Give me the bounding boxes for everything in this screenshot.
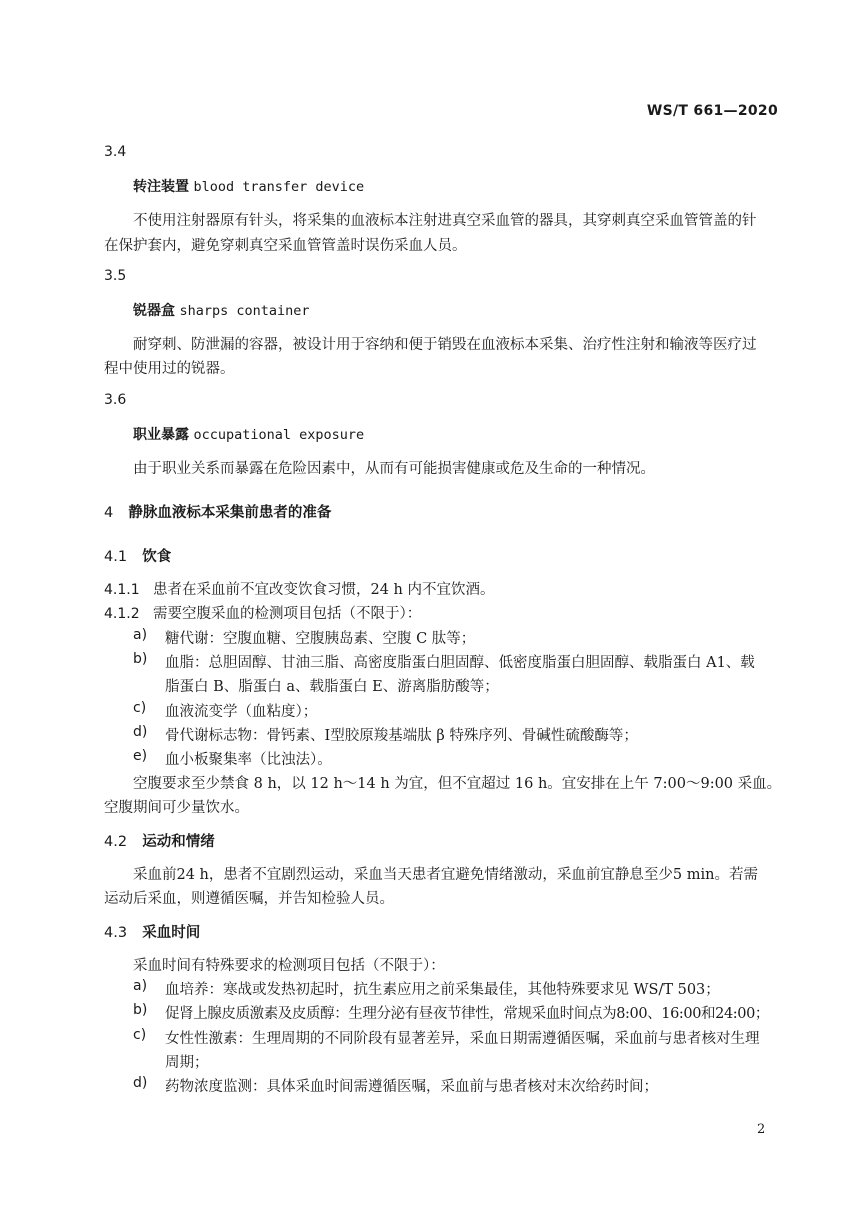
paragraph-line: 运动后采血，则遵循医嘱，并告知检验人员。 [104,891,394,907]
list-item: 促肾上腺皮质激素及皮质醇：生理分泌有昼夜节律性，常规采血时间点为8:00、16:00和24:00； [165,1006,770,1022]
subsection-title: 饮食 [142,549,172,565]
term-zh: 职业暴露 [133,427,189,443]
clause-4-1-2 [104,602,421,623]
clause-number-3-6: 3.6 [104,392,127,408]
subsection-number: 4.1 [104,549,128,565]
list-item: 糖代谢：空腹血糖、空腹胰岛素、空腹 C 肽等； [165,631,476,647]
paragraph-line: 采血时间有特殊要求的检测项目包括（不限于）： [133,958,445,974]
list-marker: e) [133,748,148,764]
list-marker: b) [133,1002,148,1018]
paragraph-line: 采血前24 h，患者不宜剧烈运动，采血当天患者宜避免情绪激动，采血前宜静息至少5 min。若需 [133,867,758,883]
section-4-heading [104,501,331,522]
list-marker: a) [133,627,148,643]
clause-number: 4.1.1 [104,582,140,598]
definition-line: 不使用注射器原有针头，将采集的血液标本注射进真空采血管的器具，其穿刺真空采血管管盖的针 [133,213,757,229]
clause-4-1-1 [104,578,495,599]
list-item: 血小板聚集率（比浊法）。 [165,752,332,768]
subsection-title: 运动和情绪 [142,834,215,850]
list-marker: d) [133,724,148,740]
term-en: blood transfer device [193,179,365,195]
subsection-number: 4.2 [104,834,128,850]
page-number: 2 [757,1122,766,1137]
term-3-6 [133,424,364,444]
term-3-4 [133,176,364,196]
subsection-number: 4.3 [104,925,128,941]
term-zh: 锐器盒 [133,303,175,319]
definition-line: 程中使用过的锐器。 [104,361,235,377]
section-number: 4 [104,505,114,521]
subsection-4-1-heading [104,545,171,566]
list-item-cont: 脂蛋白 B、脂蛋白 a、载脂蛋白 E、游离脂肪酸等； [165,679,499,695]
clause-number-3-4: 3.4 [104,144,127,160]
fasting-note-line: 空腹期间可少量饮水。 [104,800,249,816]
clause-number-3-5: 3.5 [104,268,127,284]
definition-line: 由于职业关系而暴露在危险因素中，从而有可能损害健康或危及生命的一种情况。 [133,461,655,477]
list-marker: d) [133,1075,148,1091]
list-item: 血脂：总胆固醇、甘油三脂、高密度脂蛋白胆固醇、低密度脂蛋白胆固醇、载脂蛋白 A1、载 [165,655,755,671]
list-marker: c) [133,700,147,716]
fasting-note-line: 空腹要求至少禁食 8 h，以 12 h～14 h 为宜，但不宜超过 16 h。宜安排在上午 7:00～9:00 采血。 [133,776,782,792]
clause-number: 4.1.2 [104,606,140,622]
list-item-cont: 周期； [165,1055,209,1071]
term-3-5 [133,300,310,320]
definition-line: 在保护套内，避免穿刺真空采血管管盖时误伤采血人员。 [104,238,467,254]
subsection-title: 采血时间 [142,925,201,941]
clause-text: 需要空腹采血的检测项目包括（不限于）： [152,606,422,622]
list-item: 血液流变学（血粘度）； [165,704,318,720]
clause-text: 患者在采血前不宜改变饮食习惯，24 h 内不宜饮酒。 [152,582,495,598]
document-code-header: WS/T 661—2020 [646,103,778,119]
term-zh: 转注装置 [133,179,189,195]
subsection-4-2-heading [104,830,215,851]
list-marker: a) [133,978,148,994]
subsection-4-3-heading [104,921,200,942]
list-item: 骨代谢标志物：骨钙素、Ⅰ型胶原羧基端肽 β 特殊序列、骨碱性硫酸酶等； [165,728,638,744]
list-item: 女性性激素：生理周期的不同阶段有显著差异，采血日期需遵循医嘱，采血前与患者核对生理 [165,1031,760,1047]
definition-line: 耐穿刺、防泄漏的容器，被设计用于容纳和便于销毁在血液标本采集、治疗性注射和输液等医疗过 [133,337,757,353]
list-marker: c) [133,1027,147,1043]
list-item: 药物浓度监测：具体采血时间需遵循医嘱，采血前与患者核对末次给药时间； [165,1079,658,1095]
list-item: 血培养：寒战或发热初起时，抗生素应用之前采集最佳，其他特殊要求见 WS/T 503； [165,982,720,998]
section-title: 静脉血液标本采集前患者的准备 [128,505,332,521]
list-marker: b) [133,651,148,667]
term-en: occupational exposure [193,427,365,443]
term-en: sharps container [179,303,310,319]
